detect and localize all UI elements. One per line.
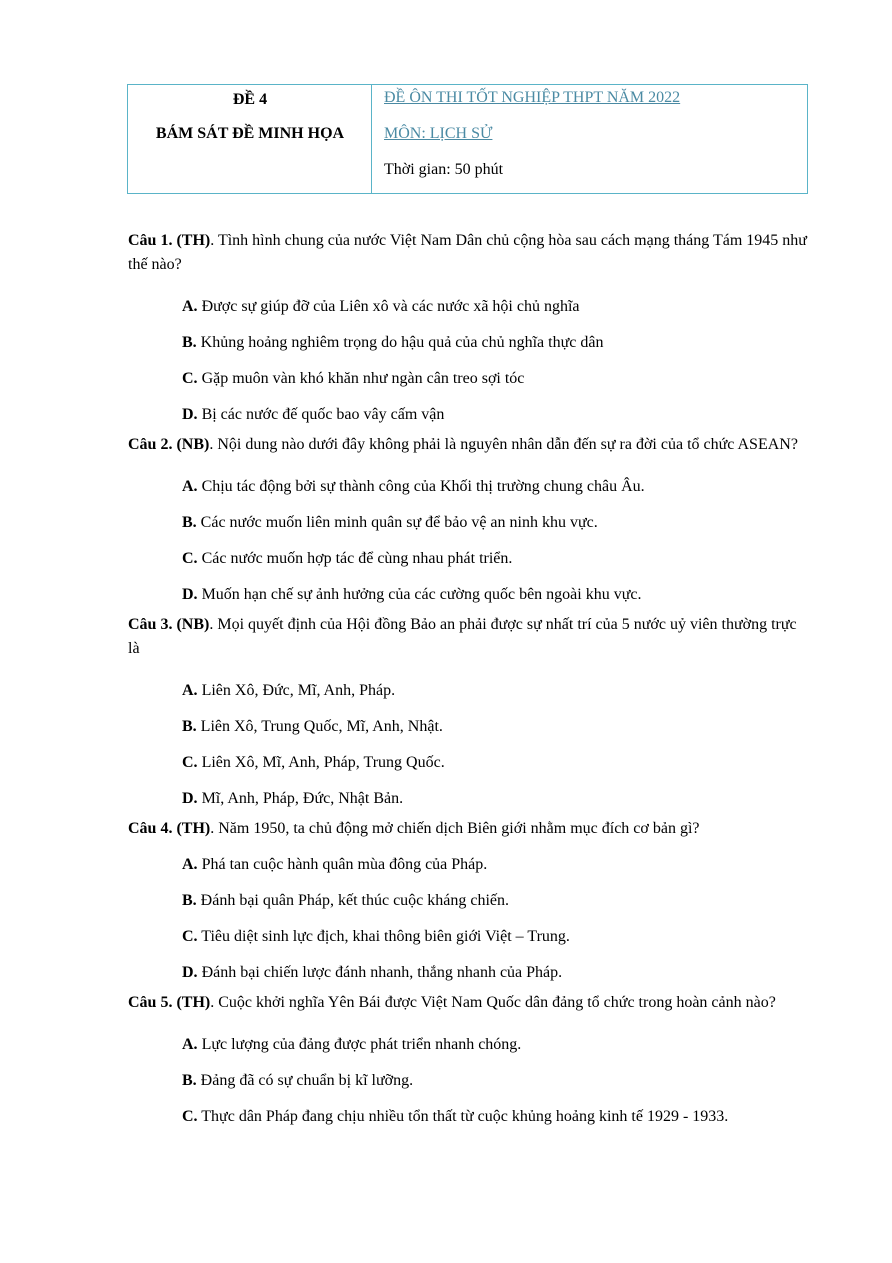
question-label: Câu 4. (TH) (128, 820, 211, 837)
option-c: C. Các nước muốn hợp tác để cùng nhau phát triển. (182, 550, 513, 567)
option-d: D. Bị các nước đế quốc bao vây cấm vận (182, 406, 445, 423)
header-left-cell (128, 85, 372, 193)
question-text: . Mọi quyết định của Hội đồng Bảo an phải được sự nhất trí của 5 nước uỷ viên thường trực là (128, 616, 797, 657)
option-d: D. Mĩ, Anh, Pháp, Đức, Nhật Bản. (182, 790, 404, 807)
question-label: Câu 1. (TH) (128, 232, 211, 249)
exam-duration: Thời gian: 50 phút (384, 161, 504, 178)
option-b: B. Đảng đã có sự chuẩn bị kĩ lưỡng. (182, 1072, 414, 1089)
option-a: A. Liên Xô, Đức, Mĩ, Anh, Pháp. (182, 682, 396, 699)
option-c: C. Tiêu diệt sinh lực địch, khai thông biên giới Việt – Trung. (182, 928, 570, 945)
question-1 (128, 229, 808, 433)
exam-title: ĐỀ ÔN THI TỐT NGHIỆP THPT NĂM 2022 (384, 89, 681, 106)
question-text: . Nội dung nào dưới đây không phải là nguyên nhân dẫn đến sự ra đời của tổ chức ASEAN? (209, 436, 798, 453)
option-c: C. Thực dân Pháp đang chịu nhiều tổn thất từ cuộc khủng hoảng kinh tế 1929 - 1933. (182, 1108, 729, 1125)
question-5 (128, 991, 808, 1135)
option-a: A. Chịu tác động bởi sự thành công của Khối thị trường chung châu Âu. (182, 478, 645, 495)
option-b: B. Liên Xô, Trung Quốc, Mĩ, Anh, Nhật. (182, 718, 443, 735)
question-stem (128, 229, 808, 277)
exam-subject: MÔN: LỊCH SỬ (384, 125, 493, 142)
option-c: C. Gặp muôn vàn khó khăn như ngàn cân treo sợi tóc (182, 370, 525, 387)
question-stem (128, 817, 808, 841)
exam-number: ĐỀ 4 (232, 91, 268, 108)
option-a: A. Lực lượng của đảng được phát triển nhanh chóng. (182, 1036, 522, 1053)
exam-subtitle: BÁM SÁT ĐỀ MINH HỌA (155, 125, 345, 142)
option-a: A. Được sự giúp đỡ của Liên xô và các nước xã hội chủ nghĩa (182, 298, 580, 315)
option-b: B. Khủng hoảng nghiêm trọng do hậu quả của chủ nghĩa thực dân (182, 334, 604, 351)
question-stem (128, 991, 808, 1015)
question-list (128, 229, 808, 1135)
question-stem (128, 613, 808, 661)
question-label: Câu 3. (NB) (128, 616, 210, 633)
question-stem (128, 433, 808, 457)
question-2 (128, 433, 808, 613)
option-d: D. Muốn hạn chế sự ảnh hưởng của các cường quốc bên ngoài khu vực. (182, 586, 642, 603)
option-b: B. Đánh bại quân Pháp, kết thúc cuộc kháng chiến. (182, 892, 510, 909)
question-text: . Năm 1950, ta chủ động mở chiến dịch Biên giới nhằm mục đích cơ bản gì? (210, 820, 700, 837)
question-4 (128, 817, 808, 991)
question-label: Câu 5. (TH) (128, 994, 211, 1011)
option-d: D. Đánh bại chiến lược đánh nhanh, thắng nhanh của Pháp. (182, 964, 563, 981)
question-text: . Tình hình chung của nước Việt Nam Dân chủ cộng hòa sau cách mạng tháng Tám 1945 như thế nào? (128, 232, 807, 273)
question-3 (128, 613, 808, 817)
question-text: . Cuộc khởi nghĩa Yên Bái được Việt Nam Quốc dân đảng tổ chức trong hoàn cảnh nào? (210, 994, 776, 1011)
option-a: A. Phá tan cuộc hành quân mùa đông của Pháp. (182, 856, 488, 873)
option-c: C. Liên Xô, Mĩ, Anh, Pháp, Trung Quốc. (182, 754, 445, 771)
header-table (127, 84, 808, 194)
question-label: Câu 2. (NB) (128, 436, 210, 453)
option-b: B. Các nước muốn liên minh quân sự để bảo vệ an ninh khu vực. (182, 514, 598, 531)
